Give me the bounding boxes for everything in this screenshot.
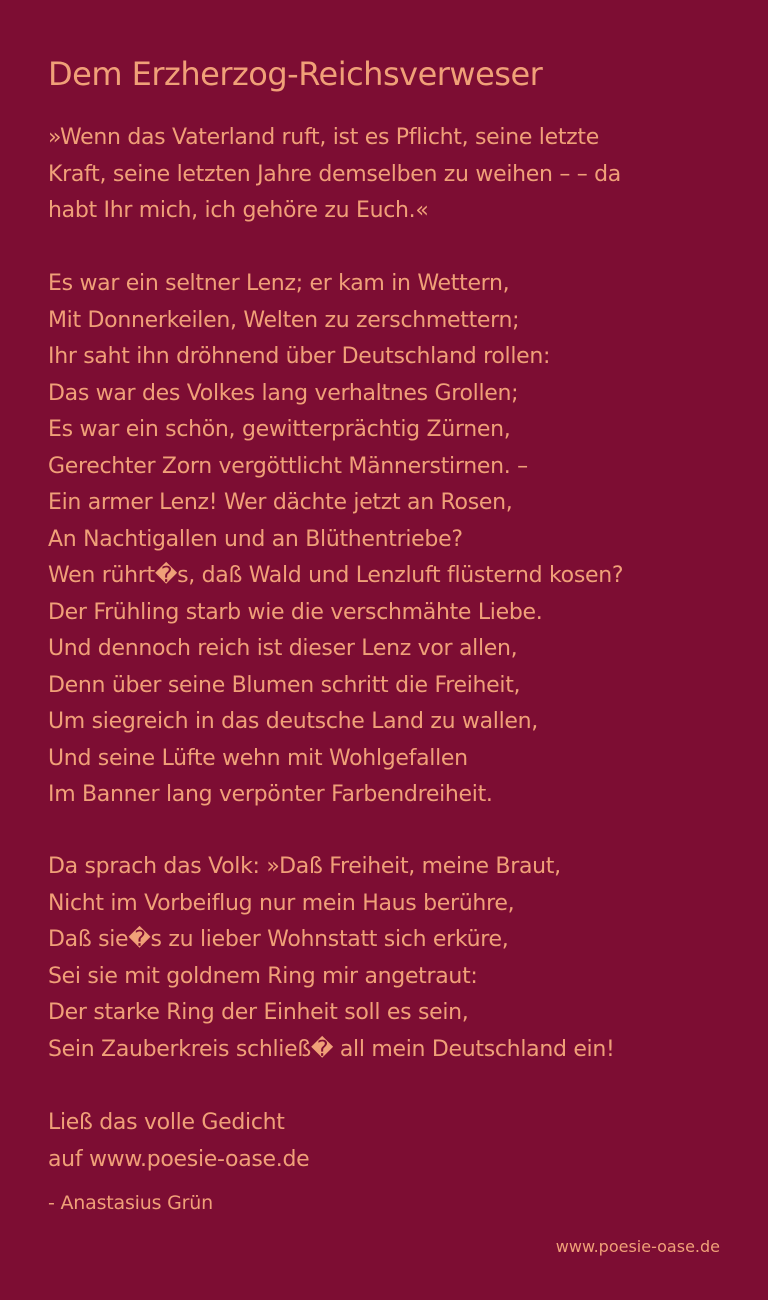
- verse-line: Sein Zauberkreis schließ� all mein Deutschland ein!: [48, 1036, 615, 1062]
- intro-line: »Wenn das Vaterland ruft, ist es Pflicht, seine letzte: [48, 125, 599, 150]
- verse-line: Nicht im Vorbeiflug nur mein Haus berühre,: [48, 890, 515, 916]
- stanza-1: [48, 266, 728, 814]
- verse-line: Gerechter Zorn vergöttlicht Männerstirnen. –: [48, 453, 528, 479]
- verse-line: Sei sie mit goldnem Ring mir angetraut:: [48, 963, 478, 989]
- verse-line: Es war ein seltner Lenz; er kam in Wettern,: [48, 271, 510, 296]
- stanza-2: [48, 849, 728, 1068]
- verse-line: Da sprach das Volk: »Daß Freiheit, meine Braut,: [48, 854, 561, 879]
- intro-quote: [48, 120, 728, 230]
- verse-line: Der Frühling starb wie die verschmähte Liebe.: [48, 599, 543, 625]
- site-watermark: www.poesie-oase.de: [555, 1237, 720, 1256]
- verse-line: Der starke Ring der Einheit soll es sein,: [48, 1000, 469, 1025]
- poem-title: Dem Erzherzog-Reichsverweser: [48, 55, 543, 93]
- verse-line: Denn über seine Blumen schritt die Freiheit,: [48, 672, 521, 698]
- verse-line: Und dennoch reich ist dieser Lenz vor allen,: [48, 636, 518, 661]
- verse-line: An Nachtigallen und an Blüthentriebe?: [48, 526, 463, 552]
- verse-line: Das war des Volkes lang verhaltnes Grollen;: [48, 380, 519, 406]
- read-more-note: [48, 1105, 728, 1178]
- verse-line: Mit Donnerkeilen, Welten zu zerschmettern;: [48, 307, 520, 333]
- verse-line: Ihr saht ihn dröhnend über Deutschland rollen:: [48, 344, 551, 369]
- verse-line: Im Banner lang verpönter Farbendreiheit.: [48, 782, 493, 807]
- verse-line: Daß sie�s zu lieber Wohnstatt sich erküre,: [48, 927, 509, 952]
- intro-line: habt Ihr mich, ich gehöre zu Euch.«: [48, 198, 429, 223]
- intro-line: Kraft, seine letzten Jahre demselben zu weihen – – da: [48, 161, 621, 187]
- verse-line: Ein armer Lenz! Wer dächte jetzt an Rosen,: [48, 490, 513, 515]
- verse-line: Wen rührt�s, daß Wald und Lenzluft flüsternd kosen?: [48, 563, 624, 588]
- verse-line: Es war ein schön, gewitterprächtig Zürnen,: [48, 417, 511, 442]
- author-name: - Anastasius Grün: [48, 1192, 213, 1214]
- verse-line: Um siegreich in das deutsche Land zu wallen,: [48, 709, 538, 734]
- read-more-line: Ließ das volle Gedicht: [48, 1110, 285, 1135]
- verse-line: Und seine Lüfte wehn mit Wohlgefallen: [48, 745, 468, 771]
- read-more-url: auf www.poesie-oase.de: [48, 1146, 310, 1172]
